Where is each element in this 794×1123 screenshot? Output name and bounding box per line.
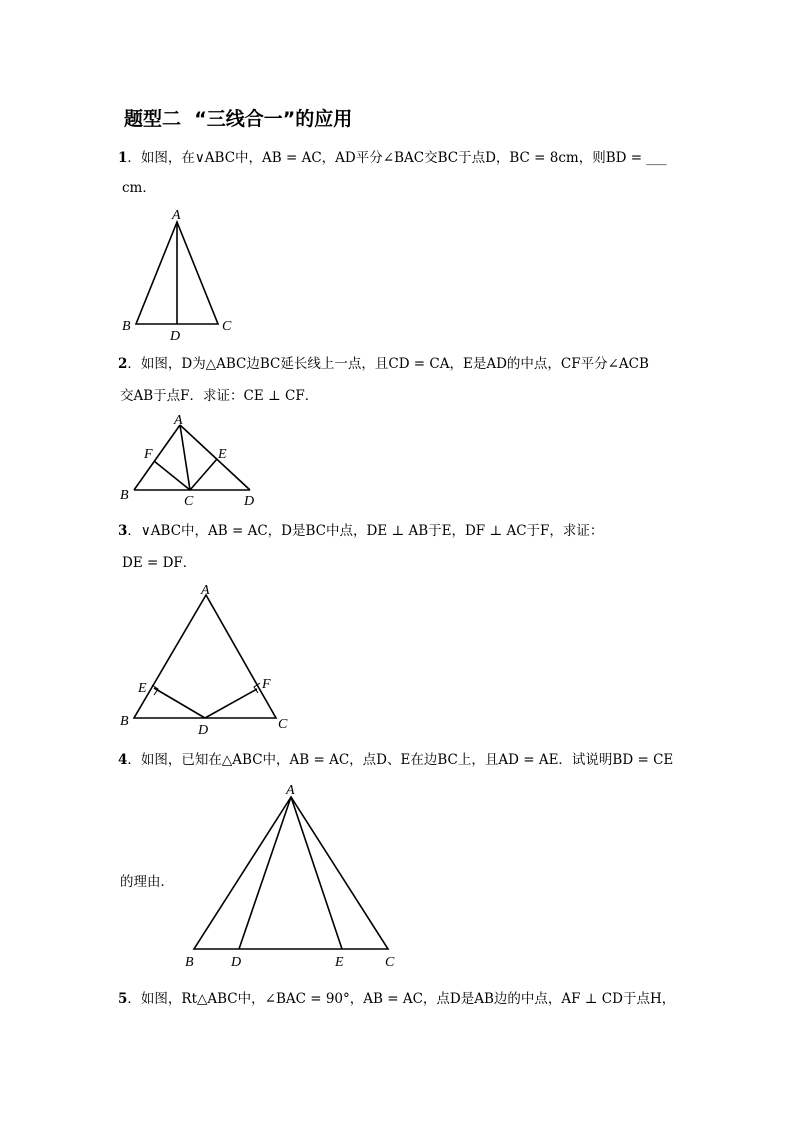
- problem-1-text: ．如图，在∨ABC中，AB = AC，AD平分∠BAC交BC于点D，BC = 8cm，则BD = ___: [127, 150, 667, 166]
- triangle-abc: [194, 797, 388, 949]
- label-e: E: [138, 681, 147, 696]
- label-d: D: [231, 955, 242, 970]
- label-d: D: [244, 494, 255, 508]
- label-d: D: [170, 329, 181, 342]
- problem-2-text: ．如图，D为△ABC边BC延长线上一点，且CD = CA，E是AD的中点，CF平分∠ACB: [127, 356, 649, 372]
- label-c: C: [222, 319, 232, 334]
- problem-5-line1: [118, 987, 675, 1007]
- problem-4-line1: [118, 748, 673, 768]
- problem-5-text: ．如图，Rt△ABC中，∠BAC = 90°，AB = AC，点D是AB边的中点，AF ⊥ CD于点H，: [127, 991, 676, 1007]
- label-a: A: [201, 583, 210, 598]
- problem-3-line1: [118, 519, 603, 539]
- label-a: A: [172, 208, 181, 223]
- label-c: C: [385, 955, 395, 970]
- label-c: C: [184, 494, 194, 508]
- label-d: D: [198, 723, 209, 738]
- problem-2-line1: [118, 352, 649, 372]
- label-a: A: [286, 783, 295, 798]
- problem-4-text: ．如图，已知在△ABC中，AB = AC，点D、E在边BC上，且AD = AE．试说明BD = CE: [127, 752, 674, 768]
- label-e: E: [218, 447, 227, 462]
- segment-cf: [154, 461, 190, 490]
- segment-ad: [180, 425, 250, 490]
- problem-3-figure: [110, 578, 310, 738]
- label-b: B: [120, 714, 129, 729]
- problem-2-figure: [110, 408, 270, 508]
- problem-3-line2: DE = DF．: [122, 555, 197, 571]
- segment-ae: [291, 797, 342, 949]
- segment-ab: [134, 425, 180, 490]
- segment-ac: [180, 425, 190, 490]
- problem-3-number: 3: [118, 523, 128, 539]
- problem-1-line2: cm．: [122, 180, 156, 196]
- label-b: B: [185, 955, 194, 970]
- label-f: F: [144, 447, 153, 462]
- label-c: C: [278, 717, 288, 732]
- problem-4-line2: 的理由．: [120, 874, 174, 890]
- label-a: A: [174, 413, 183, 428]
- segment-ce: [190, 459, 217, 490]
- problem-2-line2: 交AB于点F．求证：CE ⊥ CF．: [120, 388, 319, 404]
- triangle-abc: [134, 595, 276, 718]
- problem-1-line1: [118, 146, 667, 166]
- problem-1-figure: [110, 202, 250, 342]
- segment-de: [154, 688, 205, 718]
- problem-1-number: 1: [118, 150, 128, 166]
- problem-2-number: 2: [118, 356, 128, 372]
- section-title: 题型二 “三线合一”的应用: [124, 108, 353, 130]
- problem-4-number: 4: [118, 752, 128, 768]
- segment-ad: [239, 797, 291, 949]
- problem-4-figure: [176, 778, 406, 974]
- problem-3-text: ．∨ABC中，AB = AC，D是BC中点，DE ⊥ AB于E，DF ⊥ AC于F，求证：: [127, 523, 604, 539]
- label-e: E: [335, 955, 344, 970]
- label-f: F: [262, 677, 271, 692]
- label-b: B: [122, 319, 131, 334]
- label-b: B: [120, 488, 129, 503]
- segment-df: [205, 689, 257, 718]
- problem-5-number: 5: [118, 991, 128, 1007]
